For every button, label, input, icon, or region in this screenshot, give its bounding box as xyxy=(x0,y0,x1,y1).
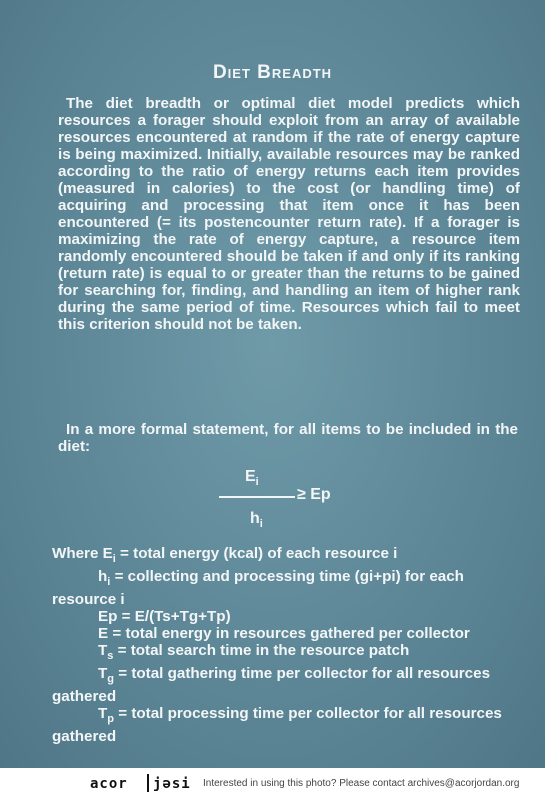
page-title: Diet Breadth xyxy=(212,62,333,83)
acor-logo: acor xyxy=(90,776,128,792)
definition-ep: Ep = E/(Ts+Tg+Tp) xyxy=(98,608,231,626)
definitions-list xyxy=(52,545,522,745)
logo-separator xyxy=(147,774,149,792)
definition-ts: $T_s$ = total search time in the resource patch xyxy=(98,642,410,663)
paragraph-definition: The diet breadth or optimal diet model predicts which resources a forager should exploit from an array of available resources encountered at random if the rate of energy capture is being maximized. Initially, available resources may be ranked according to the ratio of energy returns each item provides (measured in calories) to the cost (or handling time) of acquiring and processing that item once it has been encountered (= its postencounter return rate). If a forager is maximizing the rate of energy capture, a resource item randomly encountered should be taken if and only if its ranking (return rate) is equal to or greater than the returns to be gained for searching for, finding, and handling an item of higher rank during the same period of time. Resources which fail to meet this criterion should not be taken. xyxy=(58,95,520,333)
definition-hi: $h_i$ = collecting and processing time (gi+pi) for each resource i xyxy=(52,568,464,609)
formula-denominator: $h_i$ xyxy=(250,510,263,531)
footer-bar xyxy=(0,768,545,800)
formula-numerator: $E_i$ xyxy=(245,468,259,489)
definition-tg: $T_g$ = total gathering time per collector for all resources gathered xyxy=(52,665,491,706)
formula-rhs: ≥ Ep xyxy=(297,486,331,503)
fraction-line xyxy=(219,496,295,498)
paragraph-formal-statement: In a more formal statement, for all items to be included in the diet: xyxy=(58,421,518,455)
acor-logo-arabic: jəsi xyxy=(153,776,191,792)
credit-text: Interested in using this photo? Please contact archives@acorjordan.org xyxy=(203,778,520,789)
definition-ei: Where $E_i$ = total energy (kcal) of each resource i xyxy=(52,545,398,566)
definition-tp: $T_p$ = total processing time per collector for all resources gathered xyxy=(52,705,502,746)
formula xyxy=(0,468,545,538)
definition-e: E = total energy in resources gathered per collector xyxy=(98,625,470,643)
